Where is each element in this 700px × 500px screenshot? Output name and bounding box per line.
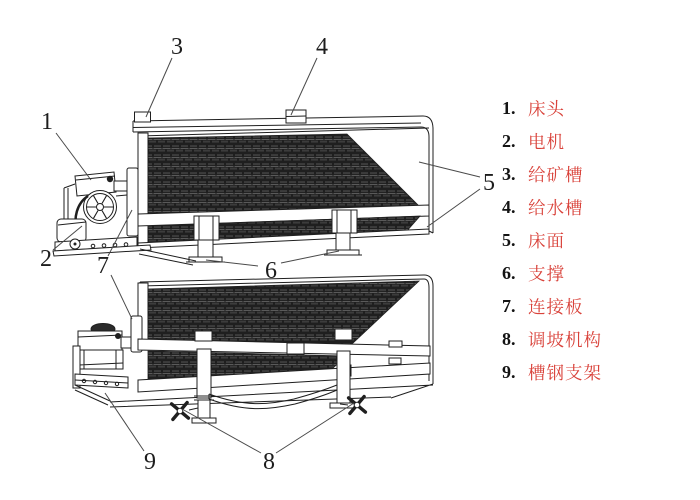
callout-4: 4 bbox=[316, 34, 328, 60]
head-coupler bbox=[114, 181, 127, 191]
upper-shaking-table bbox=[53, 110, 433, 265]
legend-num: 8. bbox=[502, 329, 516, 349]
deck-riffled-surface-upper bbox=[148, 134, 419, 215]
callout-7: 7 bbox=[97, 253, 109, 279]
callout-3: 3 bbox=[171, 34, 183, 60]
legend-label: 连接板 bbox=[528, 298, 584, 318]
callout-9: 9 bbox=[144, 449, 156, 475]
legend-num: 9. bbox=[502, 362, 516, 382]
leader-1 bbox=[56, 133, 91, 180]
rail-step-a bbox=[389, 341, 402, 347]
leader-4 bbox=[291, 58, 317, 115]
legend-label: 给矿槽 bbox=[528, 166, 584, 186]
callout-6: 6 bbox=[265, 258, 277, 284]
motor-knob bbox=[115, 333, 121, 339]
deck-riffled-surface-lower bbox=[148, 281, 419, 344]
head-coupler-lower bbox=[121, 337, 131, 348]
rail-step-b bbox=[389, 358, 401, 364]
ore-feed-port bbox=[135, 112, 151, 122]
callout-8: 8 bbox=[263, 449, 275, 475]
parts-legend bbox=[502, 92, 692, 389]
lower-shaking-table bbox=[73, 275, 433, 423]
legend-item-9 bbox=[502, 356, 692, 389]
callout-1: 1 bbox=[41, 109, 53, 135]
legend-label: 床头 bbox=[528, 100, 565, 120]
legend-item-6 bbox=[502, 257, 692, 290]
legend-item-8 bbox=[502, 323, 692, 356]
legend-num: 6. bbox=[502, 263, 516, 283]
legend-label: 给水槽 bbox=[528, 199, 584, 219]
legend-label: 调坡机构 bbox=[528, 331, 602, 351]
legend-item-4 bbox=[502, 191, 692, 224]
legend-item-7 bbox=[502, 290, 692, 323]
legend-num: 7. bbox=[502, 296, 516, 316]
legend-num: 5. bbox=[502, 230, 516, 250]
legend-item-3 bbox=[502, 158, 692, 191]
callout-2: 2 bbox=[40, 246, 52, 272]
base-beam-upper bbox=[139, 249, 196, 265]
motor-body bbox=[78, 331, 122, 350]
rail-clamp-a bbox=[287, 343, 304, 354]
legend-num: 4. bbox=[502, 197, 516, 217]
legend-num: 3. bbox=[502, 164, 516, 184]
legend-item-2 bbox=[502, 125, 692, 158]
table-head-assembly-lower bbox=[73, 324, 131, 406]
callout-5: 5 bbox=[483, 170, 495, 196]
legend-num: 2. bbox=[502, 131, 516, 151]
connecting-plate-upper bbox=[127, 168, 138, 236]
legend-item-1 bbox=[502, 92, 692, 125]
deck-left-end-plate bbox=[138, 133, 148, 243]
legend-label: 床面 bbox=[528, 232, 565, 252]
tie-rod bbox=[209, 385, 337, 409]
legend-num: 1. bbox=[502, 98, 516, 118]
head-knob bbox=[107, 176, 113, 182]
legend-label: 槽钢支架 bbox=[528, 364, 602, 384]
legend-label: 电机 bbox=[528, 133, 565, 153]
legend-label: 支撑 bbox=[528, 265, 565, 285]
leader-5 bbox=[419, 162, 480, 227]
leader-3 bbox=[146, 58, 172, 117]
legend-item-5 bbox=[502, 224, 692, 257]
